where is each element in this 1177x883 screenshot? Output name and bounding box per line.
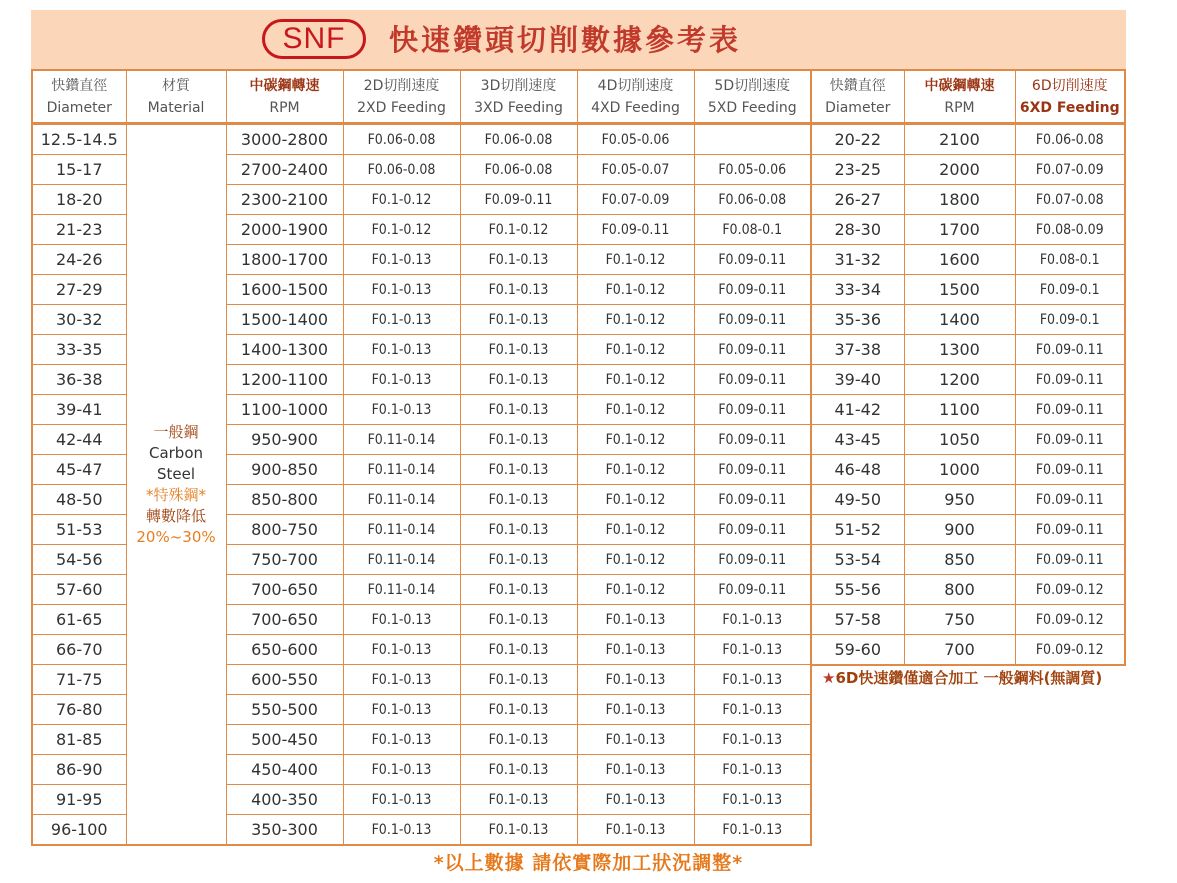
feed-2d-cell: F0.1-0.12 <box>343 185 460 215</box>
feed-5d-cell: F0.09-0.11 <box>694 485 811 515</box>
feed-6d-cell: F0.07-0.08 <box>1015 185 1125 215</box>
feed-4d-cell: F0.1-0.12 <box>577 425 694 455</box>
diameter-cell: 86-90 <box>32 755 126 785</box>
feed-2d-cell: F0.1-0.13 <box>343 335 460 365</box>
feed-5d-cell: F0.06-0.08 <box>694 185 811 215</box>
diameter-cell: 91-95 <box>32 785 126 815</box>
feed-4d-cell: F0.1-0.12 <box>577 335 694 365</box>
feed-5d-cell <box>694 124 811 155</box>
rpm-cell: 400-350 <box>226 785 343 815</box>
diameter-cell: 54-56 <box>32 545 126 575</box>
diameter-cell: 57-60 <box>32 575 126 605</box>
diameter-cell: 42-44 <box>32 425 126 455</box>
feed-6d-cell: F0.09-0.11 <box>1015 455 1125 485</box>
feed-5d-cell: F0.1-0.13 <box>694 665 811 695</box>
feed-4d-cell: F0.1-0.12 <box>577 545 694 575</box>
6d-note-text: 6D快速鑽僅適合加工 一般鋼料(無調質) <box>835 669 1103 687</box>
feed-4d-cell: F0.1-0.12 <box>577 275 694 305</box>
feed-3d-cell: F0.09-0.11 <box>460 185 577 215</box>
diameter-cell: 51-53 <box>32 515 126 545</box>
table-row <box>811 335 1125 365</box>
feed-2d-cell: F0.1-0.13 <box>343 275 460 305</box>
material-label: Steel <box>156 464 196 483</box>
rpm-cell: 550-500 <box>226 695 343 725</box>
rpm-cell: 3000-2800 <box>226 124 343 155</box>
feed-2d-cell: F0.06-0.08 <box>343 155 460 185</box>
table-row <box>811 455 1125 485</box>
side-diameter-cell: 55-56 <box>811 575 904 605</box>
feed-3d-cell: F0.1-0.13 <box>460 815 577 846</box>
feed-6d-cell: F0.09-0.11 <box>1015 365 1125 395</box>
feed-6d-cell: F0.09-0.12 <box>1015 575 1125 605</box>
side-rpm-cell: 900 <box>904 515 1015 545</box>
feed-3d-cell: F0.1-0.13 <box>460 425 577 455</box>
header-rpm: 中碳鋼轉速 RPM <box>226 70 343 124</box>
feed-3d-cell: F0.1-0.13 <box>460 725 577 755</box>
diameter-cell: 96-100 <box>32 815 126 846</box>
side-diameter-cell: 49-50 <box>811 485 904 515</box>
feed-3d-cell: F0.1-0.13 <box>460 575 577 605</box>
feed-3d-cell: F0.1-0.13 <box>460 245 577 275</box>
feed-6d-cell: F0.09-0.11 <box>1015 335 1125 365</box>
rpm-cell: 900-850 <box>226 455 343 485</box>
feed-2d-cell: F0.1-0.13 <box>343 785 460 815</box>
rpm-cell: 1500-1400 <box>226 305 343 335</box>
table-row <box>811 605 1125 635</box>
material-label: *特殊鋼* <box>145 485 206 504</box>
feed-2d-cell: F0.1-0.12 <box>343 215 460 245</box>
rpm-cell: 650-600 <box>226 635 343 665</box>
diameter-cell: 81-85 <box>32 725 126 755</box>
feed-5d-cell: F0.09-0.11 <box>694 575 811 605</box>
side-rpm-cell: 700 <box>904 635 1015 666</box>
6d-cutting-table <box>810 69 1126 666</box>
feed-5d-cell: F0.09-0.11 <box>694 365 811 395</box>
feed-2d-cell: F0.11-0.14 <box>343 455 460 485</box>
side-rpm-cell: 750 <box>904 605 1015 635</box>
feed-2d-cell: F0.1-0.13 <box>343 665 460 695</box>
side-rpm-cell: 1000 <box>904 455 1015 485</box>
side-diameter-cell: 41-42 <box>811 395 904 425</box>
side-diameter-cell: 53-54 <box>811 545 904 575</box>
feed-3d-cell: F0.1-0.13 <box>460 605 577 635</box>
diameter-cell: 33-35 <box>32 335 126 365</box>
star-icon: ★ <box>822 669 836 687</box>
rpm-cell: 1100-1000 <box>226 395 343 425</box>
table-row <box>811 515 1125 545</box>
side-diameter-cell: 57-58 <box>811 605 904 635</box>
table-row <box>811 395 1125 425</box>
feed-3d-cell: F0.1-0.13 <box>460 335 577 365</box>
feed-2d-cell: F0.1-0.13 <box>343 635 460 665</box>
diameter-cell: 18-20 <box>32 185 126 215</box>
rpm-cell: 800-750 <box>226 515 343 545</box>
feed-2d-cell: F0.1-0.13 <box>343 365 460 395</box>
feed-4d-cell: F0.1-0.12 <box>577 485 694 515</box>
material-label: 一般鋼 <box>153 422 199 441</box>
side-diameter-cell: 37-38 <box>811 335 904 365</box>
title-banner <box>31 10 1126 69</box>
table-row <box>811 124 1125 155</box>
header-side-rpm: 中碳鋼轉速 RPM <box>904 70 1015 124</box>
feed-6d-cell: F0.08-0.09 <box>1015 215 1125 245</box>
diameter-cell: 12.5-14.5 <box>32 124 126 155</box>
feed-4d-cell: F0.1-0.13 <box>577 605 694 635</box>
rpm-cell: 1800-1700 <box>226 245 343 275</box>
side-diameter-cell: 43-45 <box>811 425 904 455</box>
table-row <box>811 425 1125 455</box>
feed-2d-cell: F0.1-0.13 <box>343 395 460 425</box>
diameter-cell: 39-41 <box>32 395 126 425</box>
feed-4d-cell: F0.1-0.12 <box>577 365 694 395</box>
feed-6d-cell: F0.09-0.11 <box>1015 485 1125 515</box>
diameter-cell: 21-23 <box>32 215 126 245</box>
header-5d: 5D切削速度 5XD Feeding <box>694 70 811 124</box>
table-row <box>811 485 1125 515</box>
side-diameter-cell: 35-36 <box>811 305 904 335</box>
table-row <box>811 215 1125 245</box>
feed-5d-cell: F0.1-0.13 <box>694 815 811 846</box>
feed-5d-cell: F0.1-0.13 <box>694 695 811 725</box>
feed-3d-cell: F0.06-0.08 <box>460 124 577 155</box>
feed-5d-cell: F0.1-0.13 <box>694 785 811 815</box>
feed-5d-cell: F0.09-0.11 <box>694 395 811 425</box>
feed-2d-cell: F0.1-0.13 <box>343 305 460 335</box>
diameter-cell: 66-70 <box>32 635 126 665</box>
feed-6d-cell: F0.09-0.1 <box>1015 305 1125 335</box>
side-diameter-cell: 20-22 <box>811 124 904 155</box>
logo-text: SNF <box>282 22 346 55</box>
feed-5d-cell: F0.1-0.13 <box>694 755 811 785</box>
feed-4d-cell: F0.1-0.13 <box>577 635 694 665</box>
side-diameter-cell: 59-60 <box>811 635 904 666</box>
feed-6d-cell: F0.09-0.11 <box>1015 515 1125 545</box>
feed-2d-cell: F0.1-0.13 <box>343 695 460 725</box>
side-rpm-cell: 1100 <box>904 395 1015 425</box>
rpm-cell: 350-300 <box>226 815 343 846</box>
feed-5d-cell: F0.1-0.13 <box>694 635 811 665</box>
side-diameter-cell: 46-48 <box>811 455 904 485</box>
feed-3d-cell: F0.1-0.13 <box>460 455 577 485</box>
feed-4d-cell: F0.1-0.13 <box>577 725 694 755</box>
material-label: 20%~30% <box>136 527 216 546</box>
feed-2d-cell: F0.1-0.13 <box>343 725 460 755</box>
feed-3d-cell: F0.1-0.13 <box>460 485 577 515</box>
table-row <box>811 305 1125 335</box>
material-label: Carbon <box>148 443 204 462</box>
diameter-cell: 24-26 <box>32 245 126 275</box>
side-rpm-cell: 1800 <box>904 185 1015 215</box>
diameter-cell: 15-17 <box>32 155 126 185</box>
side-rpm-cell: 1600 <box>904 245 1015 275</box>
header-2d: 2D切削速度 2XD Feeding <box>343 70 460 124</box>
diameter-cell: 36-38 <box>32 365 126 395</box>
feed-6d-cell: F0.09-0.1 <box>1015 275 1125 305</box>
feed-2d-cell: F0.11-0.14 <box>343 575 460 605</box>
feed-5d-cell: F0.09-0.11 <box>694 425 811 455</box>
table-row <box>811 545 1125 575</box>
feed-4d-cell: F0.1-0.12 <box>577 305 694 335</box>
feed-6d-cell: F0.09-0.12 <box>1015 605 1125 635</box>
rpm-cell: 700-650 <box>226 575 343 605</box>
feed-3d-cell: F0.1-0.13 <box>460 515 577 545</box>
side-rpm-cell: 2100 <box>904 124 1015 155</box>
feed-5d-cell: F0.09-0.11 <box>694 515 811 545</box>
feed-4d-cell: F0.1-0.12 <box>577 395 694 425</box>
feed-5d-cell: F0.08-0.1 <box>694 215 811 245</box>
side-rpm-cell: 1200 <box>904 365 1015 395</box>
main-cutting-table <box>31 69 812 846</box>
table-row <box>811 275 1125 305</box>
feed-2d-cell: F0.11-0.14 <box>343 425 460 455</box>
rpm-cell: 1400-1300 <box>226 335 343 365</box>
diameter-cell: 30-32 <box>32 305 126 335</box>
feed-4d-cell: F0.1-0.12 <box>577 515 694 545</box>
feed-3d-cell: F0.1-0.13 <box>460 545 577 575</box>
material-label: 轉數降低 <box>145 506 206 525</box>
feed-3d-cell: F0.1-0.13 <box>460 305 577 335</box>
diameter-cell: 48-50 <box>32 485 126 515</box>
header-3d: 3D切削速度 3XD Feeding <box>460 70 577 124</box>
side-rpm-cell: 850 <box>904 545 1015 575</box>
feed-4d-cell: F0.1-0.13 <box>577 815 694 846</box>
feed-3d-cell: F0.06-0.08 <box>460 155 577 185</box>
feed-2d-cell: F0.11-0.14 <box>343 545 460 575</box>
feed-6d-cell: F0.07-0.09 <box>1015 155 1125 185</box>
feed-4d-cell: F0.05-0.06 <box>577 124 694 155</box>
feed-2d-cell: F0.1-0.13 <box>343 605 460 635</box>
rpm-cell: 600-550 <box>226 665 343 695</box>
feed-2d-cell: F0.1-0.13 <box>343 755 460 785</box>
feed-4d-cell: F0.05-0.07 <box>577 155 694 185</box>
side-rpm-cell: 1700 <box>904 215 1015 245</box>
header-side-diameter: 快鑽直徑 Diameter <box>811 70 904 124</box>
footer-note: *以上數據 請依實際加工狀況調整* <box>433 852 744 874</box>
feed-5d-cell: F0.09-0.11 <box>694 335 811 365</box>
feed-3d-cell: F0.1-0.13 <box>460 665 577 695</box>
diameter-cell: 27-29 <box>32 275 126 305</box>
feed-4d-cell: F0.07-0.09 <box>577 185 694 215</box>
6d-note <box>822 667 1102 688</box>
feed-2d-cell: F0.11-0.14 <box>343 515 460 545</box>
feed-3d-cell: F0.1-0.13 <box>460 275 577 305</box>
side-rpm-cell: 800 <box>904 575 1015 605</box>
side-diameter-cell: 28-30 <box>811 215 904 245</box>
side-rpm-cell: 2000 <box>904 155 1015 185</box>
feed-5d-cell: F0.1-0.13 <box>694 605 811 635</box>
header-diameter: 快鑽直徑 Diameter <box>32 70 126 124</box>
feed-5d-cell: F0.1-0.13 <box>694 725 811 755</box>
feed-3d-cell: F0.1-0.12 <box>460 215 577 245</box>
material-cell <box>126 124 226 846</box>
feed-6d-cell: F0.06-0.08 <box>1015 124 1125 155</box>
header-4d: 4D切削速度 4XD Feeding <box>577 70 694 124</box>
side-rpm-cell: 950 <box>904 485 1015 515</box>
side-diameter-cell: 31-32 <box>811 245 904 275</box>
table-row <box>811 155 1125 185</box>
rpm-cell: 2300-2100 <box>226 185 343 215</box>
feed-6d-cell: F0.09-0.12 <box>1015 635 1125 666</box>
feed-4d-cell: F0.1-0.13 <box>577 785 694 815</box>
feed-4d-cell: F0.1-0.13 <box>577 665 694 695</box>
feed-6d-cell: F0.09-0.11 <box>1015 545 1125 575</box>
rpm-cell: 450-400 <box>226 755 343 785</box>
side-diameter-cell: 23-25 <box>811 155 904 185</box>
feed-3d-cell: F0.1-0.13 <box>460 635 577 665</box>
diameter-cell: 61-65 <box>32 605 126 635</box>
table-row <box>811 575 1125 605</box>
feed-5d-cell: F0.09-0.11 <box>694 305 811 335</box>
side-rpm-cell: 1050 <box>904 425 1015 455</box>
feed-6d-cell: F0.08-0.1 <box>1015 245 1125 275</box>
feed-5d-cell: F0.09-0.11 <box>694 455 811 485</box>
main-header-row <box>32 70 811 124</box>
diameter-cell: 71-75 <box>32 665 126 695</box>
feed-5d-cell: F0.09-0.11 <box>694 545 811 575</box>
feed-2d-cell: F0.06-0.08 <box>343 124 460 155</box>
table-row <box>811 245 1125 275</box>
feed-5d-cell: F0.05-0.06 <box>694 155 811 185</box>
rpm-cell: 2000-1900 <box>226 215 343 245</box>
feed-4d-cell: F0.1-0.13 <box>577 695 694 725</box>
rpm-cell: 1600-1500 <box>226 275 343 305</box>
side-diameter-cell: 26-27 <box>811 185 904 215</box>
side-rpm-cell: 1500 <box>904 275 1015 305</box>
table-row <box>811 365 1125 395</box>
feed-5d-cell: F0.09-0.11 <box>694 275 811 305</box>
side-diameter-cell: 51-52 <box>811 515 904 545</box>
header-material: 材質 Material <box>126 70 226 124</box>
feed-3d-cell: F0.1-0.13 <box>460 695 577 725</box>
feed-4d-cell: F0.1-0.13 <box>577 755 694 785</box>
feed-4d-cell: F0.1-0.12 <box>577 245 694 275</box>
side-diameter-cell: 33-34 <box>811 275 904 305</box>
feed-4d-cell: F0.09-0.11 <box>577 215 694 245</box>
rpm-cell: 700-650 <box>226 605 343 635</box>
page-title: 快速鑽頭切削數據參考表 <box>389 23 742 57</box>
diameter-cell: 45-47 <box>32 455 126 485</box>
feed-6d-cell: F0.09-0.11 <box>1015 395 1125 425</box>
rpm-cell: 950-900 <box>226 425 343 455</box>
feed-2d-cell: F0.1-0.13 <box>343 245 460 275</box>
diameter-cell: 76-80 <box>32 695 126 725</box>
feed-2d-cell: F0.1-0.13 <box>343 815 460 846</box>
feed-3d-cell: F0.1-0.13 <box>460 755 577 785</box>
header-6d: 6D切削速度 6XD Feeding <box>1015 70 1125 124</box>
feed-4d-cell: F0.1-0.12 <box>577 575 694 605</box>
feed-3d-cell: F0.1-0.13 <box>460 395 577 425</box>
side-rpm-cell: 1400 <box>904 305 1015 335</box>
snf-logo <box>262 19 366 59</box>
table-row <box>811 635 1125 666</box>
table-row <box>32 124 811 155</box>
table-row <box>811 185 1125 215</box>
feed-6d-cell: F0.09-0.11 <box>1015 425 1125 455</box>
rpm-cell: 750-700 <box>226 545 343 575</box>
feed-5d-cell: F0.09-0.11 <box>694 245 811 275</box>
rpm-cell: 1200-1100 <box>226 365 343 395</box>
feed-4d-cell: F0.1-0.12 <box>577 455 694 485</box>
rpm-cell: 500-450 <box>226 725 343 755</box>
feed-3d-cell: F0.1-0.13 <box>460 785 577 815</box>
feed-2d-cell: F0.11-0.14 <box>343 485 460 515</box>
feed-3d-cell: F0.1-0.13 <box>460 365 577 395</box>
side-rpm-cell: 1300 <box>904 335 1015 365</box>
rpm-cell: 2700-2400 <box>226 155 343 185</box>
side-header-row <box>811 70 1125 124</box>
rpm-cell: 850-800 <box>226 485 343 515</box>
side-diameter-cell: 39-40 <box>811 365 904 395</box>
